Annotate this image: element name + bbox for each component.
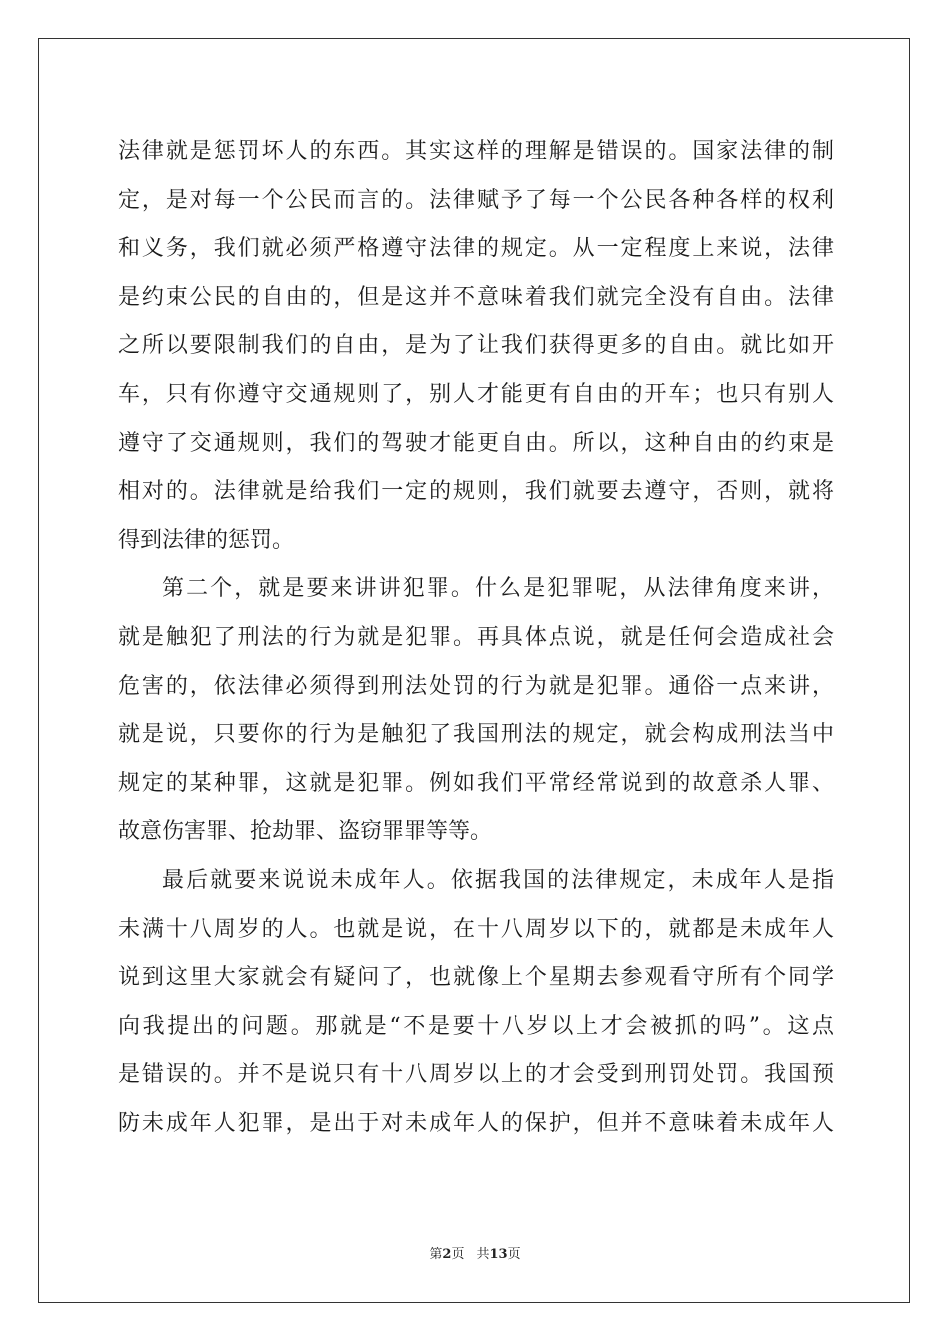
text-line: 和义务，我们就必须严格遵守法律的规定。从一定程度上来说，法律 bbox=[118, 236, 834, 262]
text-line: 未满十八周岁的人。也就是说，在十八周岁以下的，就都是未成年人 bbox=[118, 916, 834, 942]
text-line: 最后就要来说说未成年人。依据我国的法律规定，未成年人是指 bbox=[162, 867, 834, 893]
text-line: 定，是对每一个公民而言的。法律赋予了每一个公民各种各样的权利 bbox=[118, 187, 834, 213]
text-line: 说到这里大家就会有疑问了，也就像上个星期去参观看守所有个同学 bbox=[118, 965, 834, 991]
page-suffix: 页 bbox=[451, 1247, 465, 1262]
text-line: 第二个，就是要来讲讲犯罪。什么是犯罪呢，从法律角度来讲， bbox=[162, 576, 834, 602]
page-number: 2 bbox=[442, 1247, 452, 1262]
text-line: 就是说，只要你的行为是触犯了我国刑法的规定，就会构成刑法当中 bbox=[118, 722, 834, 748]
text-line: 遵守了交通规则，我们的驾驶才能更自由。所以，这种自由的约束是 bbox=[118, 430, 834, 456]
text-line: 是错误的。并不是说只有十八周岁以上的才会受到刑罚处罚。我国预 bbox=[118, 1062, 834, 1088]
text-line: 相对的。法律就是给我们一定的规则，我们就要去遵守，否则，就将 bbox=[118, 479, 834, 505]
text-line: 是约束公民的自由的，但是这并不意味着我们就完全没有自由。法律 bbox=[118, 284, 834, 310]
text-line: 之所以要限制我们的自由，是为了让我们获得更多的自由。就比如开 bbox=[118, 333, 834, 359]
document-body bbox=[118, 128, 834, 1148]
text-line: 危害的，依法律必须得到刑法处罚的行为就是犯罪。通俗一点来讲， bbox=[118, 673, 834, 699]
text-line: 就是触犯了刑法的行为就是犯罪。再具体点说，就是任何会造成社会 bbox=[118, 624, 834, 650]
page-footer bbox=[0, 1245, 950, 1265]
total-pages: 13 bbox=[489, 1247, 508, 1262]
text-line: 得到法律的惩罚。 bbox=[118, 527, 295, 553]
text-line: 法律就是惩罚坏人的东西。其实这样的理解是错误的。国家法律的制 bbox=[118, 139, 834, 164]
total-suffix: 页 bbox=[507, 1247, 521, 1262]
text-line: 规定的某种罪，这就是犯罪。例如我们平常经常说到的故意杀人罪、 bbox=[118, 770, 834, 796]
text-line: 故意伤害罪、抢劫罪、盗窃罪罪等等。 bbox=[118, 819, 493, 845]
total-prefix: 共 bbox=[476, 1247, 490, 1262]
text-line: 防未成年人犯罪，是出于对未成年人的保护，但并不意味着未成年人 bbox=[118, 1110, 834, 1136]
text-line: 向我提出的问题。那就是“不是要十八岁以上才会被抓的吗”。这点 bbox=[118, 1013, 834, 1039]
text-line: 车，只有你遵守交通规则了，别人才能更有自由的开车；也只有别人 bbox=[118, 381, 834, 407]
page-prefix: 第 bbox=[429, 1247, 443, 1262]
